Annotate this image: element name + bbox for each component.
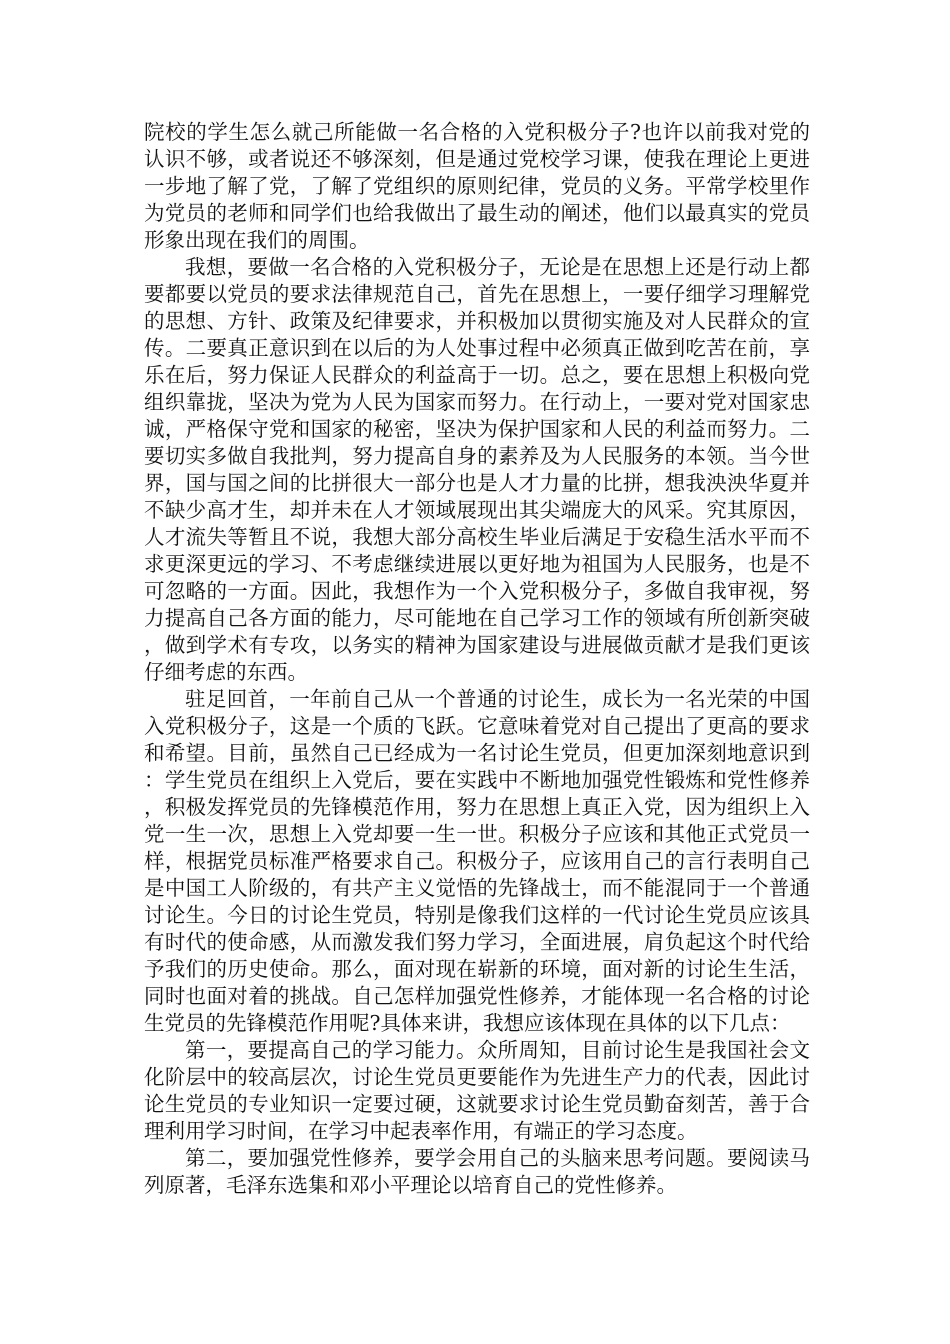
document-page — [144, 119, 810, 1199]
paragraph-point-two: 第二，要加强党性修养，要学会用自己的头脑来思考问题。要阅读马列原著，毛泽东选集和邓小平理论以培育自己的党性修养。 — [144, 1146, 810, 1197]
paragraph-reflection: 驻足回首，一年前自己从一个普通的讨论生，成长为一名光荣的中国入党积极分子，这是一个质的飞跃。它意味着党对自己提出了更高的要求和希望。目前，虽然自己已经成为一名讨论生党员，但更加深刻地意识到：学生党员在组织上入党后，要在实践中不断地加强党性锻炼和党性修养，积极发挥党员的先锋模范作用，努力在思想上真正入党，因为组织上入党一生一次，思想上入党却要一生一世。积极分子应该和其他正式党员一样，根据党员标准严格要求自己。积极分子，应该用自己的言行表明自己是中国工人阶级的，有共产主义觉悟的先锋战士，而不能混同于一个普通讨论生。今日的讨论生党员，特别是像我们这样的一代讨论生党员应该具有时代的使命感，从而激发我们努力学习，全面进展，肩负起这个时代给予我们的历史使命。那么，面对现在崭新的环境，面对新的讨论生生活，同时也面对着的挑战。自己怎样加强党性修养，才能体现一名合格的讨论生党员的先锋模范作用呢?具体来讲，我想应该体现在具体的以下几点： — [144, 687, 810, 1035]
paragraph-continuation: 院校的学生怎么就己所能做一名合格的入党积极分子?也许以前我对党的认识不够，或者说还不够深刻，但是通过党校学习课，使我在理论上更进一步地了解了党，了解了党组织的原则纪律，党员的义务。平常学校里作为党员的老师和同学们也给我做出了最生动的阐述，他们以最真实的党员形象出现在我们的周围。 — [144, 120, 810, 252]
paragraph-point-one: 第一，要提高自己的学习能力。众所周知，目前讨论生是我国社会文化阶层中的较高层次，讨论生党员更要能作为先进生产力的代表，因此讨论生党员的专业知识一定要过硬，这就要求讨论生党员勤奋刻苦，善于合理利用学习时间，在学习中起表率作用，有端正的学习态度。 — [144, 1038, 810, 1143]
paragraph-requirements: 我想，要做一名合格的入党积极分子，无论是在思想上还是行动上都要都要以党员的要求法律规范自己，首先在思想上，一要仔细学习理解党的思想、方针、政策及纪律要求，并积极加以贯彻实施及对人民群众的宣传。二要真正意识到在以后的为人处事过程中必须真正做到吃苦在前，享乐在后，努力保证人民群众的利益高于一切。总之，要在思想上积极向党组织靠拢，坚决为党为人民为国家而努力。在行动上，一要对党对国家忠诚，严格保守党和国家的秘密，坚决为保护国家和人民的利益而努力。二要切实多做自我批判，努力提高自身的素养及为人民服务的本领。当今世界，国与国之间的比拼很大一部分也是人才力量的比拼，想我泱泱华夏并不缺少高才生，却并未在人才领域展现出其尖端庞大的风采。究其原因，人才流失等暂且不说，我想大部分高校生毕业后满足于安稳生活水平而不求更深更远的学习、不考虑继续进展以更好地为祖国为人民服务，也是不可忽略的一方面。因此，我想作为一个入党积极分子，多做自我审视，努力提高自己各方面的能力，尽可能地在自己学习工作的领域有所创新突破，做到学术有专攻，以务实的精神为国家建设与进展做贡献才是我们更该仔细考虑的东西。 — [144, 255, 810, 684]
